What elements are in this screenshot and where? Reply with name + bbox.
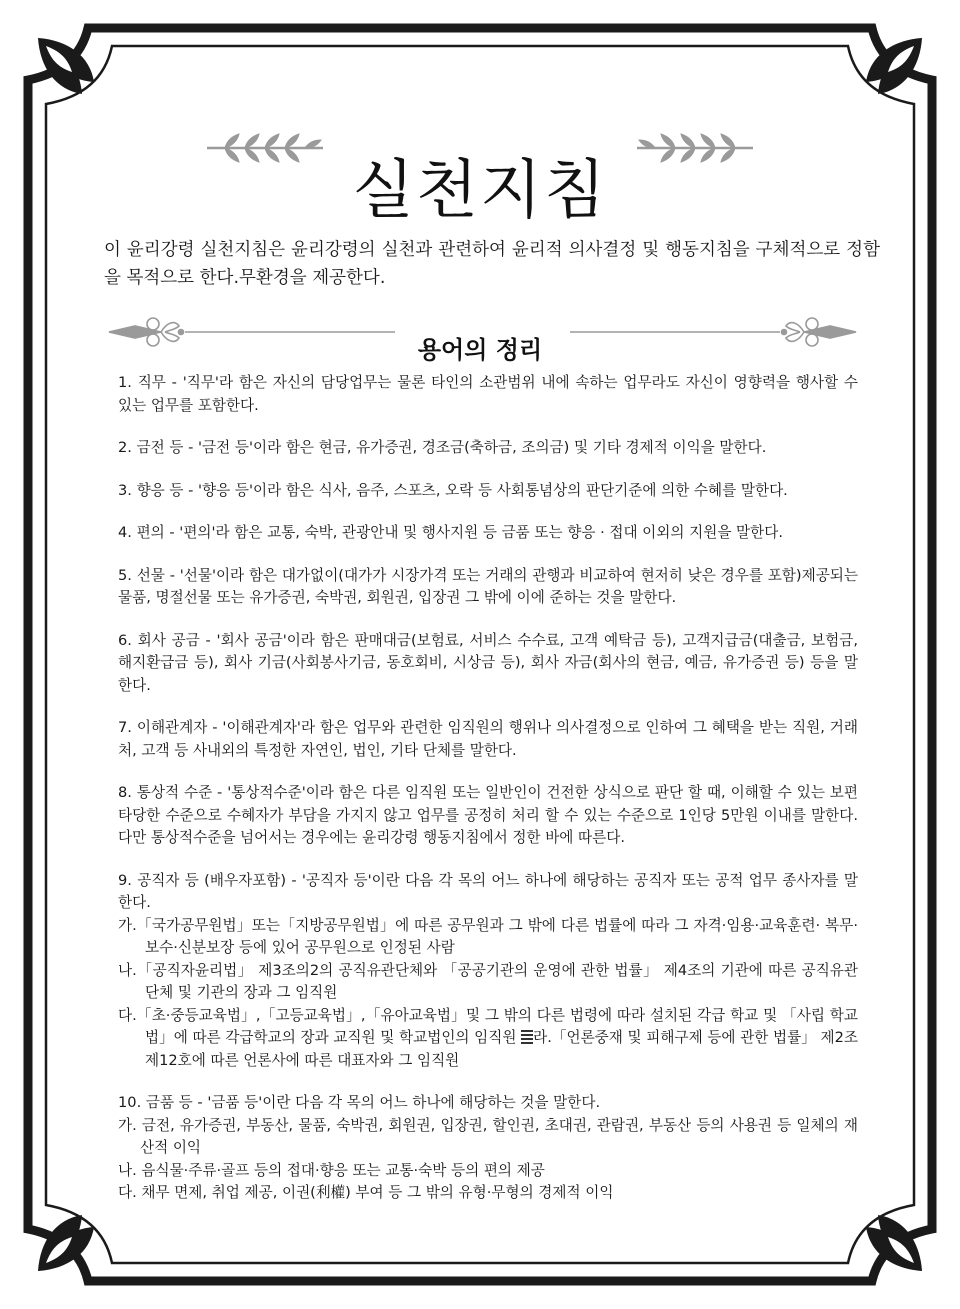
sub-item-ra-text: 라.「언론중재 및 피해구제 등에 관한 법률」 제2조제12호에 따른 언론사에 따른 대표자와 그 임직원 [145,1029,858,1069]
term-item [118,480,858,503]
terms-list [118,372,858,1225]
term-text: 2. 금전 등 - '금전 등'이라 함은 현금, 유가증권, 경조금(축하금, 조의금) 및 기타 경제적 이익을 말한다. [118,439,767,456]
sub-item-na: 나.「공직자윤리법」 제3조의2의 공직유관단체와 「공공기관의 운영에 관한 법률」 제4조의 기관에 따른 공직유관단체 및 기관의 장과 그 임직원 [118,961,858,1001]
term-item-9 [118,870,858,1073]
sub-item-da: 다. 채무 면제, 취업 제공, 이권(利權) 부여 등 그 밖의 유형·무형의 경제적 이익 [118,1184,614,1201]
term-item [118,372,858,417]
sub-item-ga: 가.「국가공무원법」또는「지방공무원법」에 따른 공무원과 그 밖에 다른 법률에 따라 그 자격·임용·교육훈련· 복무·보수·신분보장 등에 있어 공무원으로 인정된 사람 [118,916,858,956]
term-text: 9. 공직자 등 (배우자포함) - '공직자 등'이란 다음 각 목의 어느 하나에 해당하는 공직자 또는 공적 업무 종사자를 말한다. [118,871,858,911]
term-item-10 [118,1092,858,1205]
term-text: 8. 통상적 수준 - '통상적수준'이라 함은 다른 임직원 또는 일반인이 건전한 상식으로 판단 할 때, 이해할 수 있는 보편 타당한 수준으로 수혜자가 부담을 가지지 않고 업무를 공정히 처리 할 수 있는 수준으로 1인당 5만원 이내를 말한다. 다만 통상적수준을 넘어서는 경우에는 윤리강령 행동지침에서 정한 바에 따른다. [118,784,858,846]
laurel-right-icon [635,128,755,168]
flourish-right-icon [530,312,860,352]
term-item [118,717,858,762]
term-text: 1. 직무 - '직무'라 함은 자신의 담당업무는 물론 타인의 소관범위 내에 속하는 업무라도 자신이 영향력을 행사할 수 있는 업무를 포함한다. [118,374,858,414]
term-text: 10. 금품 등 - '금품 등'이란 다음 각 목의 어느 하나에 해당하는 것을 말한다. [118,1094,601,1111]
term-text: 4. 편의 - '편의'라 함은 교통, 숙박, 관광안내 및 행사지원 등 금품 또는 향응 · 접대 이외의 지원을 말한다. [118,524,783,541]
term-item [118,565,858,610]
intro-paragraph: 이 윤리강령 실천지침은 윤리강령의 실천과 관련하여 윤리적 의사결정 및 행동지침을 구체적으로 정함을 목적으로 한다.무환경을 제공한다. [104,239,880,288]
sub-item-da [118,1005,858,1073]
broken-glyph-icon [521,1030,533,1044]
sub-item-ga: 가. 금전, 유가증권, 부동산, 물품, 숙박권, 회원권, 입장권, 할인권, 초대권, 관람권, 부동산 등의 사용권 등 일체의 재산적 이익 [118,1116,858,1156]
sub-item-na: 나. 음식물·주류·골프 등의 접대·향응 또는 교통·숙박 등의 편의 제공 [118,1161,545,1179]
page-title: 실천지침 [352,153,608,228]
term-text: 6. 회사 공금 - '회사 공금'이라 함은 판매대금(보험료, 서비스 수수료, 고객 예탁금 등), 고객지급금(대출금, 보험금, 해지환급금 등), 회사 기금(사회봉사기금, 동호회비, 시상금 등), 회사 자금(회사의 현금, 예금, 유가증권 등) 등을 말한다. [118,631,858,694]
term-text: 5. 선물 - '선물'이라 함은 대가없이(대가가 시장가격 또는 거래의 관행과 비교하여 현저히 낮은 경우를 포함)제공되는 물품, 명절선물 또는 유가증권, 숙박권, 회원권, 입장권 그 밖에 이에 준하는 것을 말한다. [118,566,858,606]
term-text: 7. 이해관계자 - '이해관계자'라 함은 업무와 관련한 임직원의 행위나 의사결정으로 인하여 그 혜택을 받는 직원, 거래처, 고객 등 사내외의 특정한 자연인, 법인, 기타 단체를 말한다. [118,719,858,759]
term-item [118,522,858,545]
term-item [118,782,858,850]
section-heading: 용어의 정리 [417,335,543,364]
term-text: 3. 향응 등 - '향응 등'이라 함은 식사, 음주, 스포츠, 오락 등 사회통념상의 판단기준에 의한 수혜를 말한다. [118,481,788,499]
term-item [118,437,858,460]
sub-item-da-text: 다.「초·중등교육법」,「고등교육법」,「유아교육법」및 그 밖의 다른 법령에 따라 설치된 각급 학교 및 「사립 학교법」에 따른 각급학교의 장과 교직원 및 학교법인의 임직원 [118,1006,858,1046]
term-item [118,630,858,698]
